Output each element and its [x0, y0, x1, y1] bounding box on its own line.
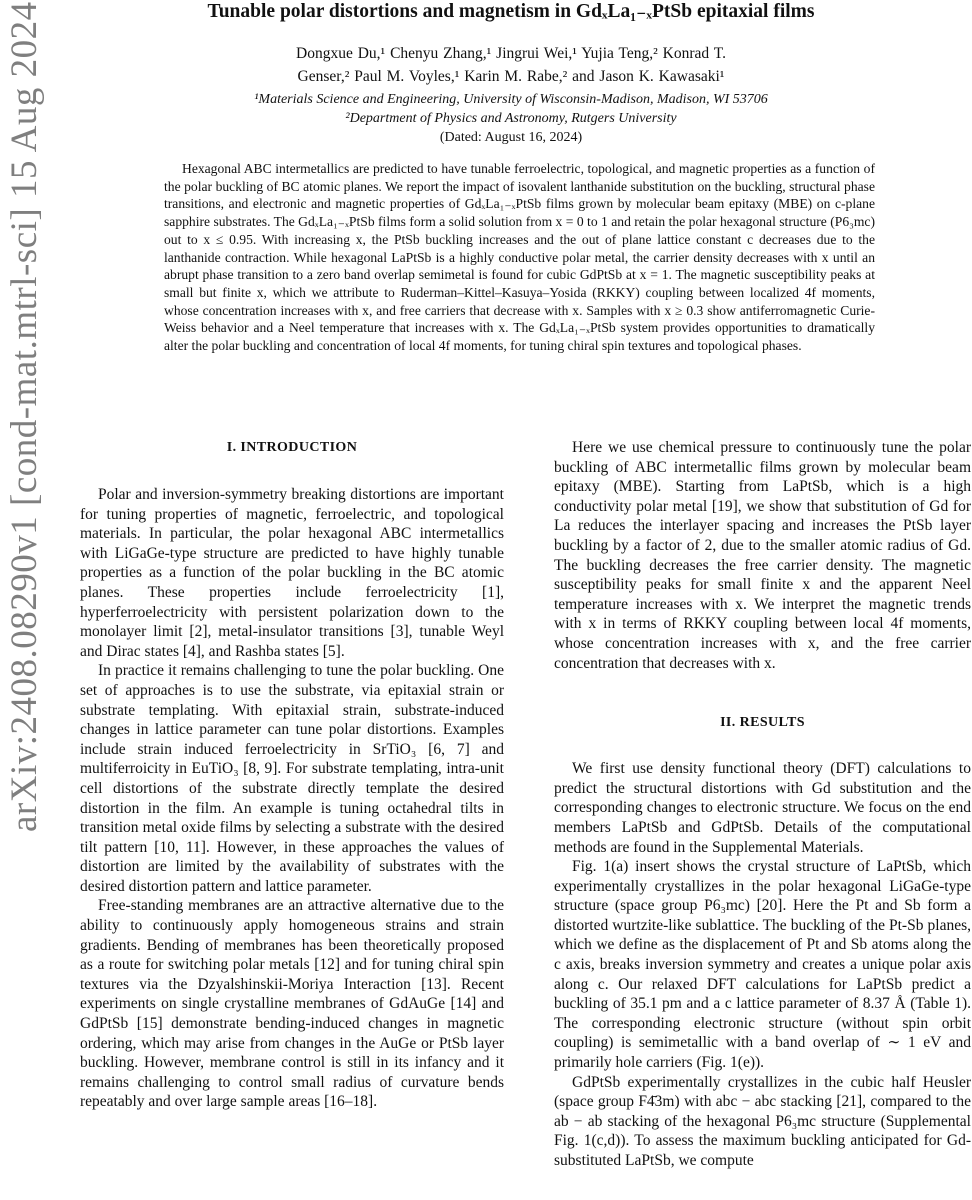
arxiv-side-stamp: arXiv:2408.08290v1 [cond-mat.mtrl-sci] 15 Aug 2024 [4, 1, 45, 832]
abstract-text: Hexagonal ABC intermetallics are predicted to have tunable ferroelectric, topological, and magnetic properties as a function of the polar buckling of BC atomic planes. We report the impact of isovalent lanthanide substitution on the buckling, structural phase transitions, and electronic and magnetic properties of GdₓLa₁₋ₓPtSb films grown by molecular beam epitaxy (MBE) on c-plane sapphire substrates. The GdₓLa₁₋ₓPtSb films form a solid solution from x = 0 to 1 and retain the polar hexagonal structure (P6₃mc) out to x ≤ 0.95. With increasing x, the PtSb buckling increases and the out of plane lattice constant c decreases due to the lanthanide contraction. While hexagonal LaPtSb is a highly conductive polar metal, the carrier density decreases with x until an abrupt phase transition to a zero band overlap semimetal is found for cubic GdPtSb at x = 1. The magnetic susceptibility peaks at small but finite x, which we attribute to Ruderman–Kittel–Kasuya–Yosida (RKKY) coupling between localized 4f moments, whose concentration increases with x, and free carriers that decrease with x. Samples with x ≥ 0.3 show antiferromagnetic Curie-Weiss behavior and a Neel temperature that increases with x. The GdₓLa₁₋ₓPtSb system provides opportunities to dramatically alter the polar buckling and concentration of local 4f moments, for tuning chiral spin textures and topological phases. [164, 161, 875, 354]
right-column [554, 438, 971, 1171]
intro-paragraph-3: Free-standing membranes are an attractive alternative due to the ability to continuously apply homogeneous strains and strain gradients. Bending of membranes has been theoretically proposed as a route for switching polar metals [12] and for tuning chiral spin textures via the Dzyalshinskii-Moriya Interaction [13]. Recent experiments on single crystalline membranes of GdAuGe [14] and GdPtSb [15] demonstrate bending-induced changes in magnetic ordering, which may arise from changes in the AuGe or PtSb layer buckling. However, membrane control is still in its infancy and it remains challenging to control small radius of curvature bends repeatably and over large sample areas [16–18]. [80, 897, 504, 1111]
authors-line-1: Dongxue Du,¹ Chenyu Zhang,¹ Jingrui Wei,¹ Yujia Teng,² Konrad T. [296, 45, 726, 62]
abstract [164, 160, 875, 355]
paper-title: Tunable polar distortions and magnetism in GdₓLa₁₋ₓPtSb epitaxial films [207, 1, 815, 22]
affiliation-1: ¹Materials Science and Engineering, University of Wisconsin-Madison, Madison, WI 53706 [254, 92, 768, 107]
date-line: (Dated: August 16, 2024) [439, 130, 583, 145]
results-paragraph-2: Fig. 1(a) insert shows the crystal structure of LaPtSb, which experimentally crystallizes in the polar hexagonal LiGaGe-type structure (space group P6₃mc) [20]. Here the Pt and Sb form a distorted wurtzite-like sublattice. The buckling of the Pt-Sb planes, which we define as the displacement of Pt and Sb atoms along the c axis, breaks inversion symmetry and creates a unique polar axis along c. Our relaxed DFT calculations for LaPtSb predict a buckling of 35.1 pm and a c lattice parameter of 8.37 Å (Table 1). The corresponding electronic structure (without spin orbit coupling) is semimetallic with a band overlap of ∼ 1 eV and primarily hole carriers (Fig. 1(e)). [554, 858, 971, 1072]
left-column [80, 438, 504, 1112]
section-heading-introduction: I. INTRODUCTION [226, 440, 358, 455]
results-paragraph-3: GdPtSb experimentally crystallizes in the cubic half Heusler (space group F4̄3m) with abc − abc stacking [21], compared to the ab − ab stacking of the hexagonal P6₃mc structure (Supplemental Fig. 1(c,d)). To assess the maximum buckling anticipated for Gd-substituted LaPtSb, we compute [554, 1073, 971, 1169]
authors-line-2: Genser,² Paul M. Voyles,¹ Karin M. Rabe,² and Jason K. Kawasaki¹ [297, 68, 725, 85]
results-paragraph-1: We first use density functional theory (DFT) calculations to predict the structural distortions with Gd substitution and the corresponding changes to electronic structure. We focus on the end members LaPtSb and GdPtSb. Details of the computational methods are found in the Supplemental Materials. [554, 760, 971, 856]
section-heading-results: II. RESULTS [720, 715, 805, 731]
intro-paragraph-2: In practice it remains challenging to tune the polar buckling. One set of approaches is to use the substrate, via epitaxial strain or substrate templating. With epitaxial strain, substrate-induced changes in lattice parameter can tune polar distortions. Examples include strain induced ferroelectricity in SrTiO₃ [6, 7] and multiferroicity in EuTiO₃ [8, 9]. For substrate templating, intra-unit cell distortions of the substrate directly template the desired distortion in the film. An example is tuning octahedral tilts in transition metal oxide films by selecting a substrate with the desired tilt pattern [10, 11]. However, in these approaches the values of distortion are limited by the availability of substrates with the desired distortion pattern and lattice parameter. [80, 662, 504, 895]
intro-paragraph-4: Here we use chemical pressure to continuously tune the polar buckling of ABC intermetallic films grown by molecular beam epitaxy (MBE). Starting from LaPtSb, which is a high conductivity polar metal [19], we show that substitution of Gd for La reduces the interlayer spacing and increases the PtSb layer buckling by a factor of 2, due to the smaller atomic radius of Gd. The buckling decreases the free carrier density. The magnetic susceptibility peaks for small finite x and the apparent Neel temperature increases with x. We interpret the magnetic trends with x in terms of RKKY coupling between local 4f moments, whose concentration increases with x, and the free carrier concentration that decreases with x. [554, 439, 971, 672]
author-list [150, 42, 872, 88]
intro-paragraph-1: Polar and inversion-symmetry breaking distortions are important for tuning properties of magnetic, ferroelectric, and topological materials. In particular, the polar hexagonal ABC intermetallics with LiGaGe-type structure are predicted to have highly tunable properties as a function of the polar buckling in the BC atomic planes. These properties include ferroelectricity [1], hyperferroelectricity with persistent polarization down to the monolayer limit [2], metal-insulator transitions [3], tunable Weyl and Dirac states [4], and Rashba states [5]. [80, 486, 504, 660]
affiliation-2: ²Department of Physics and Astronomy, Rutgers University [345, 111, 677, 126]
